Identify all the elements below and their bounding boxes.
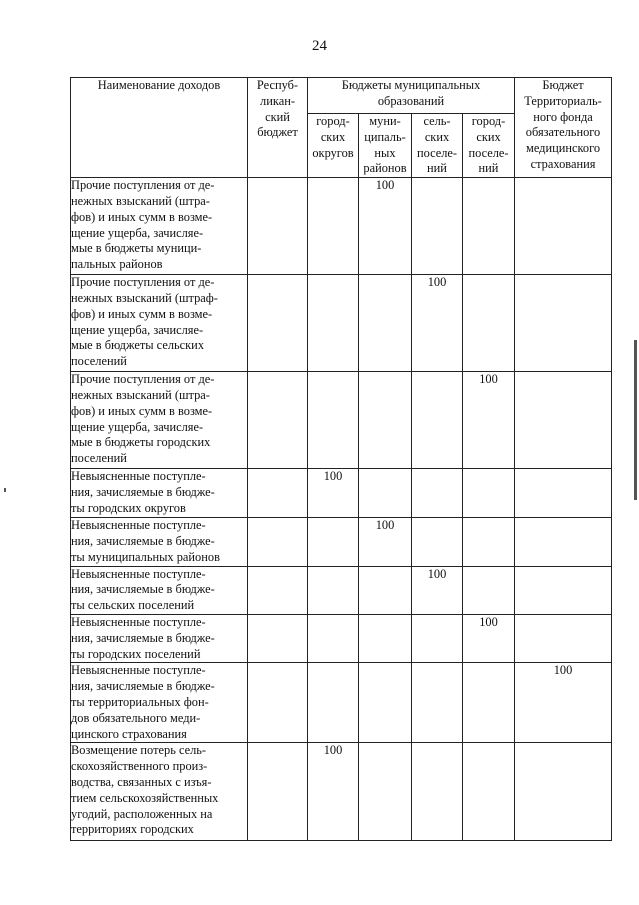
republic-value — [248, 663, 308, 743]
rural-settlements-value — [412, 614, 463, 662]
rural-settlements-value: 100 — [412, 275, 463, 372]
rural-settlements-value: 100 — [412, 566, 463, 614]
scan-edge-mark — [4, 488, 6, 492]
revenue-name: Возмещение потерь сель- скохозяйственного произ- водства, связанных с изъя- тием сельскохозяйственных угодий, расположенных на территориях городских — [71, 743, 248, 841]
city-districts-value — [308, 178, 359, 275]
revenue-name: Невыясненные поступле- ния, зачисляемые в бюдже- ты сельских поселений — [71, 566, 248, 614]
rural-settlements-value — [412, 743, 463, 841]
scan-edge-mark — [634, 340, 637, 500]
revenue-name: Невыясненные поступле- ния, зачисляемые в бюдже- ты территориальных фон- дов обязательного меди- цинского страхования — [71, 663, 248, 743]
territorial-fund-value — [515, 275, 612, 372]
republic-value — [248, 178, 308, 275]
urban-settlements-value — [463, 178, 515, 275]
territorial-fund-value: 100 — [515, 663, 612, 743]
table-row — [71, 743, 612, 841]
rural-settlements-value — [412, 178, 463, 275]
table-row — [71, 663, 612, 743]
rural-settlements-value — [412, 518, 463, 566]
rural-settlements-value — [412, 469, 463, 518]
city-districts-value — [308, 275, 359, 372]
municipal-districts-value — [359, 743, 412, 841]
municipal-districts-value — [359, 614, 412, 662]
table-row — [71, 518, 612, 566]
municipal-districts-value: 100 — [359, 178, 412, 275]
table-row — [71, 566, 612, 614]
municipal-districts-value — [359, 566, 412, 614]
territorial-fund-value — [515, 469, 612, 518]
header-city-districts: город- ских округов — [308, 114, 359, 178]
city-districts-value — [308, 566, 359, 614]
header-republic-budget: Респуб- ликан- ский бюджет — [248, 78, 308, 178]
revenue-name: Невыясненные поступле- ния, зачисляемые в бюдже- ты городских поселений — [71, 614, 248, 662]
republic-value — [248, 566, 308, 614]
header-urban-settlements: город- ских поселе- ний — [463, 114, 515, 178]
table-row — [71, 469, 612, 518]
table-row — [71, 178, 612, 275]
republic-value — [248, 614, 308, 662]
urban-settlements-value: 100 — [463, 372, 515, 469]
table-row — [71, 275, 612, 372]
header-municipal-budgets: Бюджеты муниципальных образований — [308, 78, 515, 114]
city-districts-value — [308, 518, 359, 566]
territorial-fund-value — [515, 372, 612, 469]
municipal-districts-value — [359, 275, 412, 372]
municipal-districts-value — [359, 469, 412, 518]
republic-value — [248, 275, 308, 372]
revenue-name: Невыясненные поступле- ния, зачисляемые в бюдже- ты городских округов — [71, 469, 248, 518]
city-districts-value: 100 — [308, 469, 359, 518]
urban-settlements-value — [463, 743, 515, 841]
city-districts-value — [308, 614, 359, 662]
republic-value — [248, 372, 308, 469]
city-districts-value — [308, 663, 359, 743]
urban-settlements-value: 100 — [463, 614, 515, 662]
municipal-districts-value — [359, 372, 412, 469]
rural-settlements-value — [412, 663, 463, 743]
urban-settlements-value — [463, 663, 515, 743]
header-municipal-districts: муни- ципаль- ных районов — [359, 114, 412, 178]
header-revenue-name: Наименование доходов — [71, 78, 248, 178]
header-territorial-fund: Бюджет Территориаль- ного фонда обязательного медицинского страхования — [515, 78, 612, 178]
urban-settlements-value — [463, 518, 515, 566]
territorial-fund-value — [515, 178, 612, 275]
revenue-name: Прочие поступления от де- нежных взысканий (штра- фов) и иных сумм в возме- щение ущерба, зачисляе- мые в бюджеты муници- пальных районов — [71, 178, 248, 275]
city-districts-value: 100 — [308, 743, 359, 841]
republic-value — [248, 743, 308, 841]
urban-settlements-value — [463, 275, 515, 372]
urban-settlements-value — [463, 469, 515, 518]
table-row — [71, 372, 612, 469]
republic-value — [248, 518, 308, 566]
territorial-fund-value — [515, 566, 612, 614]
revenue-name: Прочие поступления от де- нежных взысканий (штра- фов) и иных сумм в возме- щение ущерба, зачисляе- мые в бюджеты городских поселений — [71, 372, 248, 469]
rural-settlements-value — [412, 372, 463, 469]
revenue-name: Прочие поступления от де- нежных взысканий (штраф- фов) и иных сумм в возме- щение ущерба, зачисляе- мые в бюджеты сельских поселений — [71, 275, 248, 372]
revenue-name: Невыясненные поступле- ния, зачисляемые в бюдже- ты муниципальных районов — [71, 518, 248, 566]
territorial-fund-value — [515, 743, 612, 841]
page-number: 24 — [312, 38, 327, 54]
urban-settlements-value — [463, 566, 515, 614]
table-row — [71, 614, 612, 662]
territorial-fund-value — [515, 518, 612, 566]
municipal-districts-value — [359, 663, 412, 743]
municipal-districts-value: 100 — [359, 518, 412, 566]
header-rural-settlements: сель- ских поселе- ний — [412, 114, 463, 178]
republic-value — [248, 469, 308, 518]
territorial-fund-value — [515, 614, 612, 662]
city-districts-value — [308, 372, 359, 469]
revenue-distribution-table — [70, 77, 612, 841]
